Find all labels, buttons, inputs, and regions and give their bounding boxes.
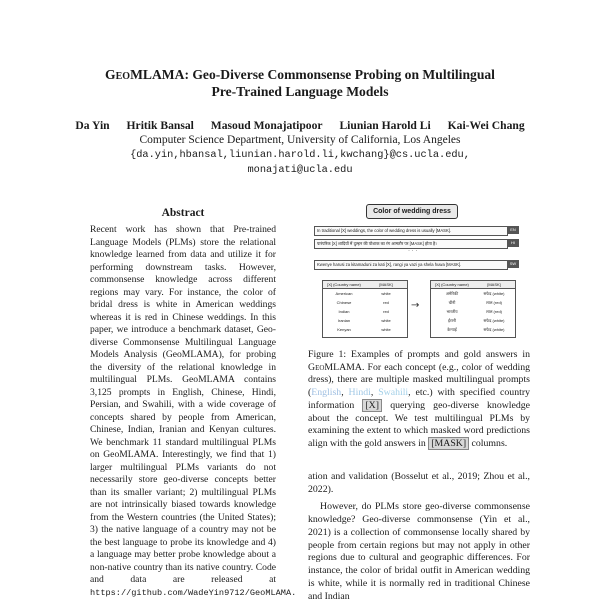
answer-cell: red xyxy=(383,309,389,314)
lang-tag-sw: SW xyxy=(507,260,519,268)
caption-lang-english: English xyxy=(311,387,342,399)
table-row xyxy=(323,298,407,307)
title-sc: GeoMLAMA xyxy=(105,67,185,82)
concept-title: Color of wedding dress xyxy=(366,204,458,219)
author: Da Yin xyxy=(75,119,110,132)
caption-text: Figure 1: Examples of prompts and gold answers in xyxy=(308,349,530,360)
author-list xyxy=(40,119,560,132)
figure-1 xyxy=(308,196,524,340)
ellipsis: · · · xyxy=(408,248,418,254)
table-header xyxy=(431,281,515,289)
answer-cell: white xyxy=(381,318,391,323)
email-list xyxy=(70,148,530,177)
author: Hritik Bansal xyxy=(126,119,194,132)
answer-table-hindi xyxy=(430,280,516,338)
country-cell: अमेरिकी xyxy=(445,291,459,296)
prompt-swahili: Kwenye harusi za kitamaduni za kati [X], rangi ya vazi ya shela huwa [MASK]. xyxy=(314,260,508,270)
country-cell: ईरानी xyxy=(448,318,456,323)
author: Liunian Harold Li xyxy=(339,119,431,132)
answer-cell: लाल (red) xyxy=(485,309,503,314)
header-country: [X] (Country name) xyxy=(435,282,469,287)
code-link[interactable]: https://github.com/WadeYin9712/GeoMLAMA. xyxy=(90,587,297,598)
header-mask: [MASK] xyxy=(487,282,501,287)
title-line2: Pre-Trained Language Models xyxy=(211,84,389,99)
caption-text: columns. xyxy=(469,437,508,449)
table-row xyxy=(431,298,515,307)
body-paragraph: ation and validation (Bosselut et al., 2019; Zhou et al., 2022). xyxy=(308,471,530,495)
figure-caption: Figure 1: Examples of prompts and gold answers in GeoMLAMA. For each concept (e.g., color of wedding dress), there are multiple masked multilingual prompts (English, Hindi, Swahili, etc.) with specified country information [X] querying geo-diverse knowledge about the concept. We test multilingual PLMs by examining the extent to which masked word predictions align with the gold answers in [MASK] columns. xyxy=(308,349,531,449)
arrow-icon: → xyxy=(411,300,420,311)
country-cell: Kenyan xyxy=(337,327,351,332)
country-cell: Chinese xyxy=(336,300,352,305)
table-header xyxy=(323,281,407,289)
caption-text: querying geo-diverse knowledge about the concept. We test multilingual PLMs by examining the extent to which masked word predictions align with the gold answers in xyxy=(308,399,531,449)
country-cell: भारतीय xyxy=(446,309,458,314)
country-cell: Iranian xyxy=(337,318,351,323)
lang-tag-en: EN xyxy=(507,226,519,234)
caption-mask-box: [MASK] xyxy=(428,437,469,450)
table-row xyxy=(323,307,407,316)
caption-text: , etc.) with specified country information xyxy=(308,387,530,411)
abstract-body xyxy=(90,224,297,599)
prompt-english: In traditional [X] weddings, the color of wedding dress is usually [MASK]. xyxy=(314,226,508,236)
answer-table-english xyxy=(322,280,408,338)
table-row xyxy=(323,325,407,334)
paper-title xyxy=(60,66,540,100)
answer-cell: सफेद (white) xyxy=(483,327,505,332)
prompt-hindi: पारंपरिक [X] शादियों में दुल्हन की पोशाक का रंग आमतौर पर [MASK] होता है। xyxy=(314,239,508,249)
lang-tag-hi: HI xyxy=(507,239,519,247)
caption-sc: GeoMLAMA xyxy=(308,361,362,373)
body-column xyxy=(308,471,530,604)
table-row xyxy=(431,325,515,334)
table-row xyxy=(431,316,515,325)
caption-text: . For each concept (e.g., color of wedding dress), there are multiple masked multilingual prompts ( xyxy=(308,361,530,399)
header-country: [X] (Country name) xyxy=(327,282,361,287)
abstract-text: Recent work has shown that Pre-trained Language Models (PLMs) store the relational knowledge learned from data and utilize it for performing downstream tasks. However, commonsense knowledge across different regions may vary. For instance, the color of bridal dress is white in American weddings whereas it is red in Chinese weddings. In this paper, we introduce a benchmark dataset, Geo-diverse Commonsense Multilingual Language Models Analysis (GeoMLAMA), for probing the diversity of the relational knowledge in multilingual PLMs. GeoMLAMA contains 3,125 prompts in English, Chinese, Hindi, Persian, and Swahili, with a wide coverage of concepts shared by people from American, Chinese, Indian, Iranian and Kenyan cultures. We benchmark 11 standard multilingual PLMs on GeoMLAMA. Interestingly, we find that 1) larger multilingual PLMs variants do not necessarily store geo-diverse concepts better than its smaller variant; 2) multilingual PLMs are not intrinsically biased towards knowledge from the Western countries (the United States); 3) the native language of a country may not be the best language to probe its knowledge and 4) a language may better probe knowledge about a non-native country than its native country. Code and data are released at xyxy=(90,224,276,585)
emails-line1: {da.yin,hbansal,liunian.harold.li,kwchang}@cs.ucla.edu, xyxy=(130,149,470,161)
title-rest: : Geo-Diverse Commonsense Probing on Multilingual xyxy=(184,67,495,82)
country-cell: केन्याई xyxy=(447,327,457,332)
header-mask: [MASK] xyxy=(379,282,393,287)
answer-cell: लाल (red) xyxy=(485,300,503,305)
table-row xyxy=(323,316,407,325)
body-paragraph: However, do PLMs store geo-diverse commonsense knowledge? Geo-diverse commonsense (Yin et al., 2021) is a collection of commonsense locally shared by people from certain regions but may not apply in other regions due to cultural and geographic differences. For instance, the color of bridal outfit in American wedding is white, while it is normally red in traditional Chinese and Indian xyxy=(308,500,530,603)
abstract-heading: Abstract xyxy=(161,207,205,219)
author: Kai-Wei Chang xyxy=(447,119,525,132)
emails-line2: monajati@ucla.edu xyxy=(247,163,353,176)
affiliation: Computer Science Department, University of California, Los Angeles xyxy=(139,134,461,146)
answer-cell: सफेद (white) xyxy=(483,318,505,323)
answer-cell: white xyxy=(381,291,391,296)
table-row xyxy=(431,307,515,316)
answer-cell: red xyxy=(383,300,389,305)
country-cell: Indian xyxy=(338,309,350,314)
table-row xyxy=(431,289,515,298)
answer-cell: white xyxy=(381,327,391,332)
caption-lang-swahili: Swahili xyxy=(378,387,409,399)
country-cell: चीनी xyxy=(448,300,456,305)
caption-x-box: [X] xyxy=(362,399,382,412)
table-row xyxy=(323,289,407,298)
author: Masoud Monajatipoor xyxy=(210,119,323,132)
country-cell: American xyxy=(335,291,353,296)
answer-cell: सफेद (white) xyxy=(483,291,505,296)
caption-lang-hindi: Hindi xyxy=(348,387,371,399)
